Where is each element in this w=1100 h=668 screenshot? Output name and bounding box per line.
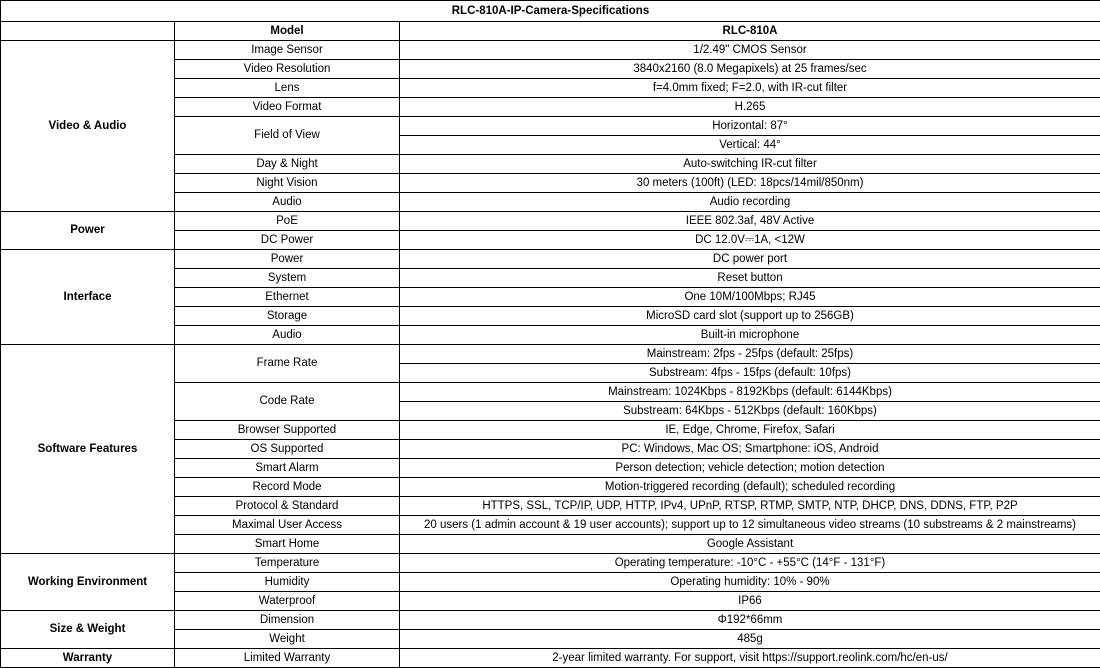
spec-value: Substream: 4fps - 15fps (default: 10fps) [400, 364, 1100, 383]
table-row [1, 554, 1100, 573]
spec-value: HTTPS, SSL, TCP/IP, UDP, HTTP, IPv4, UPnP, RTSP, RTMP, SMTP, NTP, DHCP, DNS, DDNS, FTP, P2P [400, 497, 1100, 516]
category-software-features: Software Features [1, 345, 175, 554]
spec-value: Google Assistant [400, 535, 1100, 554]
spec-value: DC 12.0V⎓1A, <12W [400, 231, 1100, 250]
spec-value: H.265 [400, 98, 1100, 117]
spec-value: 485g [400, 630, 1100, 649]
spec-label-os-supported: OS Supported [175, 440, 400, 459]
category-size-weight: Size & Weight [1, 611, 175, 649]
table-row [1, 649, 1100, 668]
spec-label-lens: Lens [175, 79, 400, 98]
table-row [1, 212, 1100, 231]
spec-label-video-format: Video Format [175, 98, 400, 117]
category-warranty: Warranty [1, 649, 175, 668]
spec-value: f=4.0mm fixed; F=2.0, with IR-cut filter [400, 79, 1100, 98]
spec-label-night-vision: Night Vision [175, 174, 400, 193]
category-video-audio: Video & Audio [1, 41, 175, 212]
spec-value: 30 meters (100ft) (LED: 18pcs/14mil/850nm) [400, 174, 1100, 193]
spec-label-code-rate: Code Rate [175, 383, 400, 421]
spec-label-weight: Weight [175, 630, 400, 649]
spec-table-body [1, 1, 1100, 668]
spec-label-audio: Audio [175, 326, 400, 345]
spec-value: 3840x2160 (8.0 Megapixels) at 25 frames/sec [400, 60, 1100, 79]
spec-label-dimension: Dimension [175, 611, 400, 630]
spec-label-system: System [175, 269, 400, 288]
table-title: RLC-810A-IP-Camera-Specifications [1, 1, 1100, 22]
spec-value: PC: Windows, Mac OS; Smartphone: iOS, Android [400, 440, 1100, 459]
category-interface: Interface [1, 250, 175, 345]
spec-value: 20 users (1 admin account & 19 user accounts); support up to 12 simultaneous video streams (10 substreams & 2 mainstreams) [400, 516, 1100, 535]
spec-label-temperature: Temperature [175, 554, 400, 573]
table-row [1, 345, 1100, 364]
category-power: Power [1, 212, 175, 250]
spec-label-storage: Storage [175, 307, 400, 326]
spec-label-ethernet: Ethernet [175, 288, 400, 307]
spec-label-poe: PoE [175, 212, 400, 231]
spec-value: Mainstream: 1024Kbps - 8192Kbps (default: 6144Kbps) [400, 383, 1100, 402]
spec-value: IP66 [400, 592, 1100, 611]
spec-value: One 10M/100Mbps; RJ45 [400, 288, 1100, 307]
category-working-environment: Working Environment [1, 554, 175, 611]
spec-value: Operating humidity: 10% - 90% [400, 573, 1100, 592]
spec-value: Horizontal: 87° [400, 117, 1100, 136]
spec-label-smart-home: Smart Home [175, 535, 400, 554]
spec-value: Mainstream: 2fps - 25fps (default: 25fps) [400, 345, 1100, 364]
spec-label-maximal-user-access: Maximal User Access [175, 516, 400, 535]
header-row [1, 22, 1100, 41]
spec-label-browser-supported: Browser Supported [175, 421, 400, 440]
spec-label-frame-rate: Frame Rate [175, 345, 400, 383]
table-row [1, 250, 1100, 269]
spec-value: Audio recording [400, 193, 1100, 212]
spec-label-field-of-view: Field of View [175, 117, 400, 155]
spec-label-waterproof: Waterproof [175, 592, 400, 611]
spec-label-dc-power: DC Power [175, 231, 400, 250]
spec-value: DC power port [400, 250, 1100, 269]
spec-label-image-sensor: Image Sensor [175, 41, 400, 60]
header-model-label: Model [175, 22, 400, 41]
spec-label-power: Power [175, 250, 400, 269]
header-category-cell [1, 22, 175, 41]
spec-label-protocol-standard: Protocol & Standard [175, 497, 400, 516]
title-row [1, 1, 1100, 22]
spec-label-audio: Audio [175, 193, 400, 212]
spec-value: Auto-switching IR-cut filter [400, 155, 1100, 174]
spec-value: Built-in microphone [400, 326, 1100, 345]
spec-value: 1/2.49" CMOS Sensor [400, 41, 1100, 60]
spec-label-record-mode: Record Mode [175, 478, 400, 497]
spec-value: Operating temperature: -10°C - +55°C (14°F - 131°F) [400, 554, 1100, 573]
spec-value: Φ192*66mm [400, 611, 1100, 630]
header-model-value: RLC-810A [400, 22, 1100, 41]
table-row [1, 41, 1100, 60]
spec-value: IEEE 802.3af, 48V Active [400, 212, 1100, 231]
spec-value: Vertical: 44° [400, 136, 1100, 155]
spec-value: 2-year limited warranty. For support, visit https://support.reolink.com/hc/en-us/ [400, 649, 1100, 668]
spec-label-humidity: Humidity [175, 573, 400, 592]
spec-label-limited-warranty: Limited Warranty [175, 649, 400, 668]
spec-label-day-night: Day & Night [175, 155, 400, 174]
spec-value: IE, Edge, Chrome, Firefox, Safari [400, 421, 1100, 440]
table-row [1, 611, 1100, 630]
spec-value: MicroSD card slot (support up to 256GB) [400, 307, 1100, 326]
spec-value: Motion-triggered recording (default); scheduled recording [400, 478, 1100, 497]
spec-value: Substream: 64Kbps - 512Kbps (default: 160Kbps) [400, 402, 1100, 421]
spec-label-video-resolution: Video Resolution [175, 60, 400, 79]
spec-value: Person detection; vehicle detection; motion detection [400, 459, 1100, 478]
spec-value: Reset button [400, 269, 1100, 288]
spec-label-smart-alarm: Smart Alarm [175, 459, 400, 478]
